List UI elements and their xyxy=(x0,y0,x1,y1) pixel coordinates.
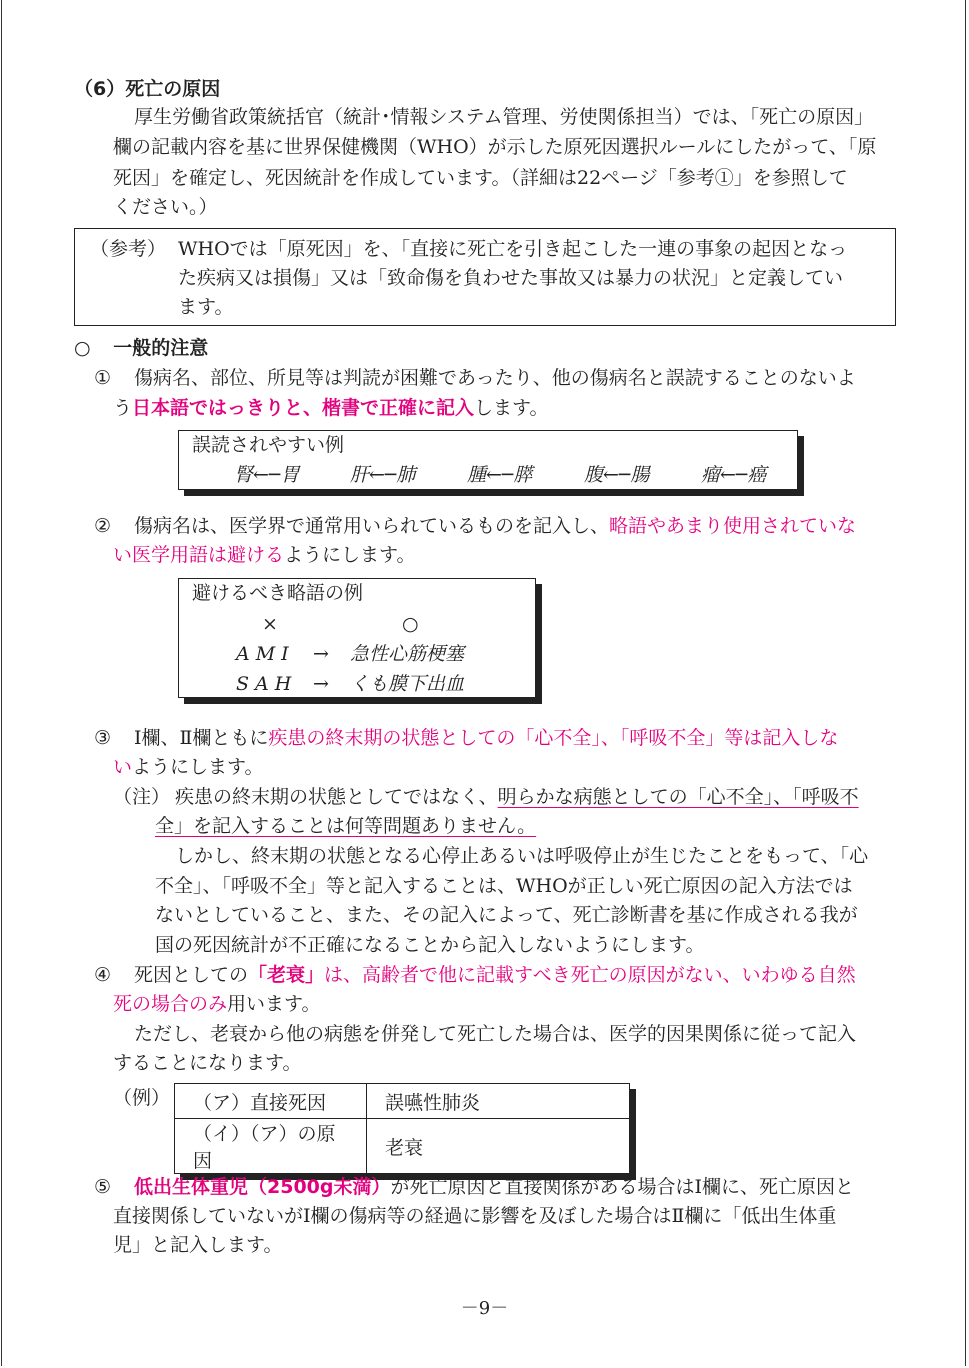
item1-number: ① xyxy=(94,367,112,389)
note-line-2 xyxy=(155,812,536,841)
reference-line-1: WHOでは「原死因」を、「直接に死亡を引き起こした一連の事象の起因となっ xyxy=(178,238,848,260)
intro-line-2: 欄の記載内容を基に世界保健機関（WHO）が示した原死因選択ルールにしたがって、「原 xyxy=(113,136,877,158)
item3-text-end: ようにします。 xyxy=(132,756,264,778)
item5-line-3: 児」と記入します。 xyxy=(113,1234,283,1256)
table-row xyxy=(175,1084,630,1119)
section-number: （6） xyxy=(74,78,126,100)
item2-emphasis: 略語やあまり使用されていな xyxy=(609,515,857,537)
note-line-3: しかし、終末期の状態となる心停止あるいは呼吸停止が生じたことをもって、「心 xyxy=(175,845,869,867)
item5-line-1 xyxy=(134,1173,854,1202)
misread-pair-1: 腎←─胃 xyxy=(234,464,300,486)
general-title: 一般的注意 xyxy=(113,337,209,359)
section-heading xyxy=(74,75,220,104)
table-cell: （ア）直接死因 xyxy=(175,1084,367,1119)
cross-mark-icon: × xyxy=(262,613,278,635)
item4-number: ④ xyxy=(94,964,112,986)
example-table xyxy=(174,1083,630,1174)
item4-text: 死因としての xyxy=(134,964,249,986)
item1-text: う xyxy=(113,397,133,419)
note-underlined-2: 全」を記入することは何等問題ありません。 xyxy=(155,815,537,837)
item4-emphasis: は、高齢者で他に記載すべき死亡の原因がない、いわゆる自然 xyxy=(324,964,856,986)
note-line-5: ないとしていること、また、その記入によって、死亡診断書を基に作成される我が xyxy=(155,904,858,926)
arrow-right-icon: → xyxy=(313,643,329,665)
circle-bullet-icon: ○ xyxy=(74,337,91,359)
item4-line-1 xyxy=(134,961,856,990)
item5-text: が死亡原因と直接関係がある場合はⅠ欄に、死亡原因と xyxy=(390,1176,854,1198)
item4-para-1: ただし、老衰から他の病態を併発して死亡した場合は、医学的因果関係に従って記入 xyxy=(134,1023,857,1045)
note-label: （注） xyxy=(113,786,171,808)
item5-number: ⑤ xyxy=(94,1176,112,1198)
item4-para-2: することになります。 xyxy=(113,1052,302,1074)
item1-line-1: 傷病名、部位、所見等は判読が困難であったり、他の傷病名と誤読することのないよ xyxy=(134,367,856,389)
note-text: 疾患の終末期の状態としてではなく、 xyxy=(175,786,498,808)
table-cell: 誤嚥性肺炎 xyxy=(367,1084,630,1119)
item1-emphasis: 日本語ではっきりと、楷書で正確に記入 xyxy=(132,397,475,419)
item2-line-2 xyxy=(113,541,416,570)
note-line-1 xyxy=(175,783,859,812)
item2-text: 傷病名は、医学界で通常用いられているものを記入し、 xyxy=(134,515,610,537)
intro-line-4: ください。） xyxy=(113,196,218,218)
item3-line-2 xyxy=(113,753,264,782)
misread-pair-4: 腹←─腸 xyxy=(584,464,650,486)
misread-pair-2: 肝←─肺 xyxy=(350,464,416,486)
reference-line-3: ます。 xyxy=(178,296,234,318)
item1-line-2 xyxy=(113,394,549,423)
intro-line-1: 厚生労働省政策統括官（統計･情報システム管理、労使関係担当）では、「死亡の原因」 xyxy=(134,106,874,128)
general-heading xyxy=(74,334,208,363)
misread-pair-5: 瘤←─癌 xyxy=(701,464,767,486)
arrow-right-icon: → xyxy=(313,673,329,695)
example-label: （例） xyxy=(113,1087,171,1109)
item4-text-end: 用います。 xyxy=(227,993,321,1015)
item5-line-2: 直接関係していないがⅠ欄の傷病等の経過に影響を及ぼした場合はⅡ欄に「低出生体重 xyxy=(113,1205,837,1227)
section-title: 死亡の原因 xyxy=(125,78,221,100)
table-row xyxy=(175,1119,630,1174)
note-line-4: 不全」、「呼吸不全」等と記入することは、WHOが正しい死亡原因の記入方法では xyxy=(155,875,853,897)
item3-line-1 xyxy=(134,724,838,753)
misread-box-title: 誤読されやすい例 xyxy=(192,434,345,456)
abbreviation-box-title: 避けるべき略語の例 xyxy=(192,582,364,604)
note-underlined: 明らかな病態としての「心不全」、「呼吸不 xyxy=(497,786,859,808)
item2-text-end: ようにします。 xyxy=(284,544,416,566)
table-cell: （イ）（ア）の原因 xyxy=(175,1119,367,1174)
item3-emphasis-2: い xyxy=(113,756,133,778)
abbr-1: AMI xyxy=(236,643,295,665)
item3-text: Ⅰ欄、Ⅱ欄ともに xyxy=(134,727,269,749)
note-line-6: 国の死因統計が不正確になることから記入しないようにします。 xyxy=(155,934,705,956)
page-number: －9－ xyxy=(460,1298,509,1319)
abbr-2-full: くも膜下出血 xyxy=(350,673,465,695)
item4-line-2 xyxy=(113,990,321,1019)
abbr-2: SAH xyxy=(236,673,298,695)
item2-line-1 xyxy=(134,512,856,541)
item3-emphasis: 疾患の終末期の状態としての「心不全」、「呼吸不全」等は記入しな xyxy=(268,727,839,749)
reference-label: （参考） xyxy=(90,238,167,260)
reference-line-2: た疾病又は損傷」又は「致命傷を負わせた事故又は暴力の状況」と定義してい xyxy=(178,267,844,289)
item2-number: ② xyxy=(94,515,112,537)
intro-line-3: 死因」を確定し、死因統計を作成しています。（詳細は22ページ「参考①」を参照して xyxy=(113,167,848,189)
item3-number: ③ xyxy=(94,727,112,749)
misread-pair-3: 腫←─膵 xyxy=(467,464,533,486)
circle-mark-icon: ○ xyxy=(402,613,419,635)
item5-emphasis: 低出生体重児（2500g未満） xyxy=(134,1176,391,1198)
abbr-1-full: 急性心筋梗塞 xyxy=(350,643,465,665)
item4-emphasis-bold: 「老衰」 xyxy=(248,964,325,986)
item2-emphasis-2: い医学用語は避ける xyxy=(113,544,285,566)
table-cell: 老衰 xyxy=(367,1119,630,1174)
item1-text-end: します。 xyxy=(474,397,549,419)
item4-emphasis-2: 死の場合のみ xyxy=(113,993,228,1015)
